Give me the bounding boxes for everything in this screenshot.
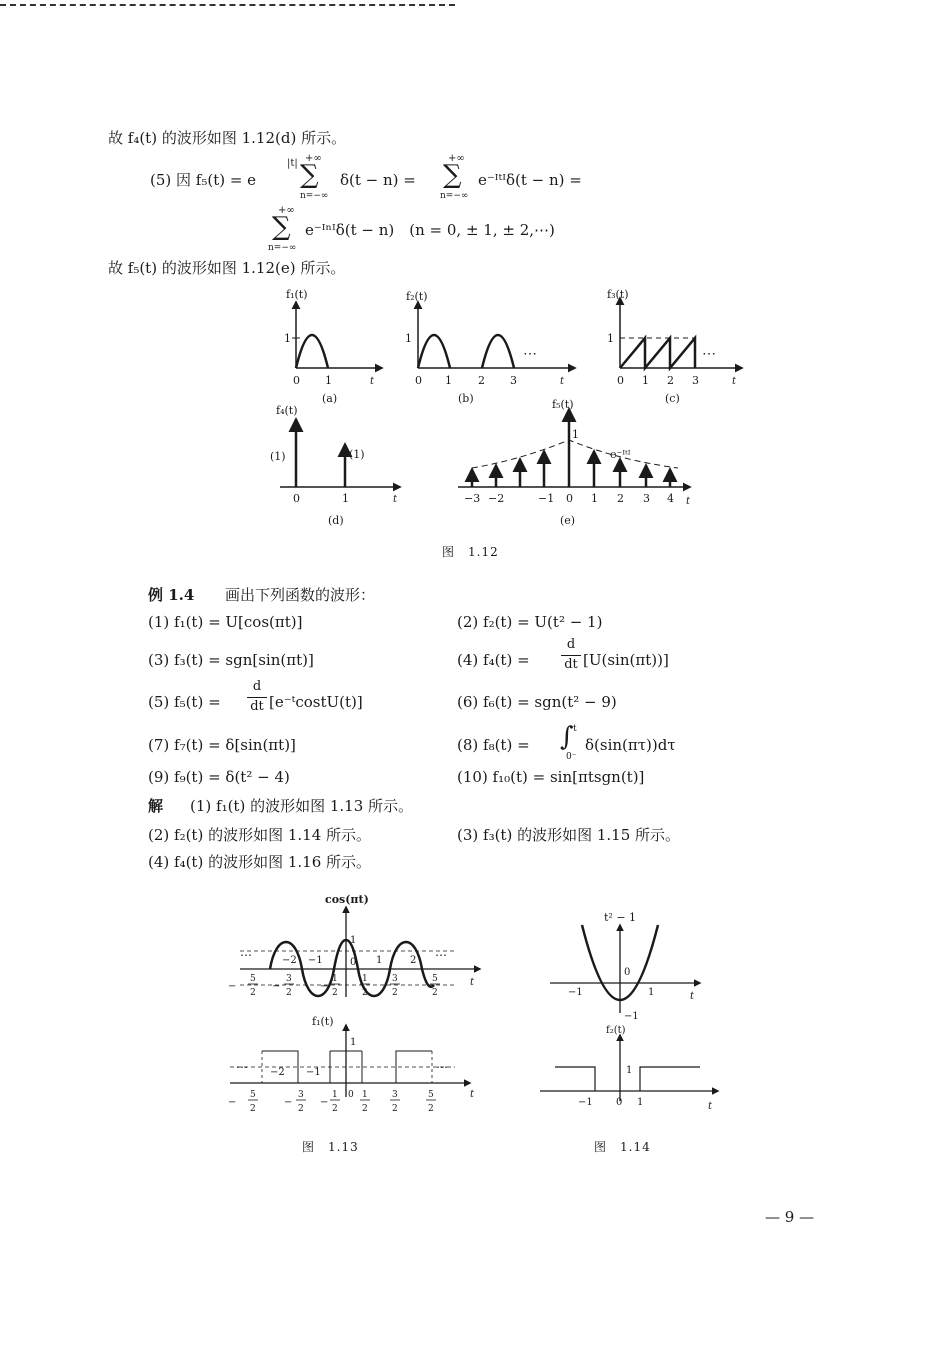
f2-one: 1 — [626, 1065, 633, 1076]
solution-4: (4) f₄(t) 的波形如图 1.16 所示。 — [148, 853, 372, 871]
f1-m1: − — [228, 1097, 237, 1108]
example-item-6: (6) f₆(t) = sgn(t² − 9) — [457, 693, 617, 711]
cos-m3: − — [320, 981, 329, 992]
f2-tick-m1: −1 — [578, 1097, 593, 1108]
parab-neg-one-y: −1 — [624, 1011, 639, 1022]
plot-u-parabola — [540, 1025, 718, 1112]
parab-zero: 0 — [624, 967, 631, 978]
example-item-3: (3) f₃(t) = sgn[sin(πt)] — [148, 651, 314, 669]
tick-c-0: 0 — [617, 374, 624, 387]
plot-b — [405, 290, 575, 405]
tick-a-x1: 1 — [325, 374, 332, 387]
f1-p3: 3 — [392, 1090, 398, 1100]
frac-5-den: dt — [250, 699, 264, 714]
sub-c: (c) — [665, 392, 680, 405]
sub-b: (b) — [458, 392, 474, 405]
example-item-1: (1) f₁(t) = U[cos(πt)] — [148, 613, 303, 631]
title-f2: f₂(t) — [606, 1025, 626, 1036]
label-f1: f₁(t) — [286, 288, 308, 301]
frac-4-bar — [561, 655, 581, 656]
text-line-3: e⁻ᴵⁿᴵδ(t − n) (n = 0, ± 1, ± 2,⋯) — [305, 221, 555, 239]
f1-pd5: 2 — [428, 1104, 434, 1114]
f2-tick-0: 0 — [616, 1097, 623, 1108]
cos-n5: 5 — [250, 974, 256, 984]
cos-x1: 1 — [376, 955, 383, 966]
tick-e-1: 1 — [572, 428, 579, 441]
cos-p1: 1 — [362, 974, 368, 984]
f1-m3: − — [320, 1097, 329, 1108]
solution-3: (3) f₃(t) 的波形如图 1.15 所示。 — [457, 826, 681, 844]
example-prompt: 画出下列函数的波形： — [225, 586, 376, 604]
cos-m1: − — [228, 981, 237, 992]
plot-c — [607, 288, 742, 405]
example-title: 例 1.4 — [148, 586, 195, 604]
plot-cos — [228, 893, 480, 998]
text-line-2a: (5) 因 f₅(t) = e — [150, 171, 257, 189]
frac-4-den: dt — [564, 657, 578, 672]
example-item-5-tail: [e⁻ᵗcostU(t)] — [269, 693, 363, 711]
sub-e: (e) — [560, 514, 576, 527]
cos-neg-one: −1 — [308, 955, 323, 966]
title-f1: f₁(t) — [312, 1015, 334, 1028]
text-line-2b: δ(t − n) = — [340, 171, 416, 189]
cos-one: 1 — [350, 935, 357, 946]
tick-b-0: 0 — [415, 374, 422, 387]
axis-e-t: t — [686, 496, 691, 507]
f1-n3: 3 — [298, 1090, 304, 1100]
f1-d3: 2 — [298, 1104, 304, 1114]
plot-a — [284, 288, 382, 405]
cos-zero: 0 — [350, 957, 357, 968]
label-f5: f₅(t) — [552, 398, 574, 411]
tick-a-1: 1 — [284, 332, 291, 345]
example-item-8-tail: δ(sin(πτ))dτ — [585, 736, 676, 754]
cos-pd5: 2 — [432, 988, 438, 998]
tick-a-0: 0 — [293, 374, 300, 387]
dots-cos-r: ⋯ — [435, 948, 447, 962]
f1-neg-one: −1 — [306, 1067, 321, 1078]
label-f2: f₂(t) — [406, 290, 428, 303]
sum-top-1: +∞ — [305, 153, 322, 164]
int-lower: 0⁻ — [566, 752, 577, 762]
axis-b-t: t — [560, 376, 565, 387]
solution-2: (2) f₂(t) 的波形如图 1.14 所示。 — [148, 826, 372, 844]
parab-one-x: 1 — [648, 987, 655, 998]
tick-b-1: 1 — [405, 332, 412, 345]
f1-n1: 1 — [332, 1090, 338, 1100]
plot-parabola — [550, 911, 700, 1022]
frac-5-num: d — [252, 679, 262, 694]
caption-1-13: 图 1.13 — [302, 1140, 359, 1154]
dots-cos-l: ⋯ — [240, 948, 252, 962]
f1-p1: 1 — [362, 1090, 368, 1100]
axis-a-t: t — [370, 376, 375, 387]
tick-c-x3: 3 — [692, 374, 699, 387]
page-number: — 9 — — [765, 1208, 815, 1226]
tick-d-0: 0 — [293, 492, 300, 505]
tick-e-x4: 4 — [667, 492, 674, 505]
example-item-5: (5) f₅(t) = — [148, 693, 221, 711]
tick-d-x1: 1 — [342, 492, 349, 505]
tick-e-x1: 1 — [591, 492, 598, 505]
example-item-7: (7) f₇(t) = δ[sin(πt)] — [148, 736, 296, 754]
f1-d5: 2 — [250, 1104, 256, 1114]
plot-u-cos — [228, 1015, 475, 1114]
f1-t: t — [470, 1089, 475, 1100]
sum-sign-1: ∑ — [300, 160, 319, 190]
plot-e — [458, 398, 691, 527]
sum-top-2: +∞ — [448, 153, 465, 164]
tick-c-1: 1 — [607, 332, 614, 345]
dots-b: ⋯ — [523, 346, 537, 362]
example-item-4-tail: [U(sin(πt))] — [583, 651, 669, 669]
label-f4: f₄(t) — [276, 404, 298, 417]
tick-e-m3: −3 — [464, 492, 481, 505]
caption-1-12: 图 1.12 — [442, 545, 499, 559]
tick-c-x1: 1 — [642, 374, 649, 387]
cos-p3: 3 — [392, 974, 398, 984]
f1-p5: 5 — [428, 1090, 434, 1100]
impulse-d-1: (1) — [349, 448, 365, 461]
example-item-8: (8) f₈(t) = — [457, 736, 530, 754]
label-f3: f₃(t) — [607, 288, 629, 301]
parab-neg-one-x: −1 — [568, 987, 583, 998]
frac-5-bar — [247, 697, 267, 698]
f1-m2: − — [284, 1097, 293, 1108]
sum-bot-3: n=−∞ — [268, 243, 297, 253]
solution-1: (1) f₁(t) 的波形如图 1.13 所示。 — [190, 797, 414, 815]
integral-sign: ∫ — [560, 722, 574, 752]
tick-e-m1: −1 — [538, 492, 555, 505]
exp-label: e⁻ᴵᵗᴵ — [610, 448, 631, 461]
cos-d5: 2 — [250, 988, 256, 998]
text-line-2c: e⁻ᴵᵗᴵδ(t − n) = — [478, 171, 582, 189]
sum-bot-2: n=−∞ — [440, 191, 469, 201]
axis-d-t: t — [393, 494, 398, 505]
dots-c: ⋯ — [702, 346, 716, 362]
sum-top-3: +∞ — [278, 205, 295, 216]
exp-frag: |t| — [287, 158, 298, 169]
tick-b-x1: 1 — [445, 374, 452, 387]
cos-pd1: 2 — [362, 988, 368, 998]
f2-tick-1: 1 — [637, 1097, 644, 1108]
impulse-d-0: (1) — [270, 450, 286, 463]
cos-n1: 1 — [332, 974, 338, 984]
example-item-4: (4) f₄(t) = — [457, 651, 530, 669]
cos-t: t — [470, 977, 475, 988]
tick-e-0: 0 — [566, 492, 573, 505]
int-upper: t — [573, 724, 577, 734]
f1-one: 1 — [350, 1037, 357, 1048]
parab-t: t — [690, 991, 695, 1002]
dots-f1-r: ⋯ — [436, 1060, 448, 1074]
plot-d — [270, 404, 400, 527]
tick-e-x2: 2 — [617, 492, 624, 505]
example-item-10: (10) f₁₀(t) = sin[πtsgn(t)] — [457, 768, 645, 786]
tick-e-x3: 3 — [643, 492, 650, 505]
top-dashed-rule — [0, 4, 455, 6]
cos-pd3: 2 — [392, 988, 398, 998]
cos-n3: 3 — [286, 974, 292, 984]
text-line-4: 故 f₅(t) 的波形如图 1.12(e) 所示。 — [108, 259, 346, 277]
tick-c-x2: 2 — [667, 374, 674, 387]
sum-sign-3: ∑ — [272, 212, 291, 242]
f1-d1: 2 — [332, 1104, 338, 1114]
dots-f1-l: ⋯ — [236, 1060, 248, 1074]
cos-d1: 2 — [332, 988, 338, 998]
sum-sign-2: ∑ — [443, 160, 462, 190]
example-item-9: (9) f₉(t) = δ(t² − 4) — [148, 768, 290, 786]
caption-1-14: 图 1.14 — [594, 1140, 651, 1154]
example-item-2: (2) f₂(t) = U(t² − 1) — [457, 613, 603, 631]
cos-m2: − — [272, 981, 281, 992]
tick-b-x2: 2 — [478, 374, 485, 387]
f1-zero: 0 — [348, 1090, 354, 1100]
cos-neg-two: −2 — [282, 955, 297, 966]
cos-x2: 2 — [410, 955, 417, 966]
figure-1-12 — [250, 280, 770, 560]
cos-d3: 2 — [286, 988, 292, 998]
frac-4-num: d — [566, 637, 576, 652]
f1-neg-two: −2 — [270, 1067, 285, 1078]
sum-bot-1: n=−∞ — [300, 191, 329, 201]
figure-1-14 — [540, 895, 725, 1125]
text-line-1: 故 f₄(t) 的波形如图 1.12(d) 所示。 — [108, 129, 347, 147]
cos-p5: 5 — [432, 974, 438, 984]
f1-pd1: 2 — [362, 1104, 368, 1114]
title-cos: cos(πt) — [325, 893, 369, 906]
solution-label: 解 — [148, 797, 164, 815]
figure-1-13 — [220, 885, 495, 1135]
f1-pd3: 2 — [392, 1104, 398, 1114]
f1-n5: 5 — [250, 1090, 256, 1100]
title-parabola: t² − 1 — [604, 911, 637, 924]
sub-d: (d) — [328, 514, 344, 527]
tick-e-m2: −2 — [488, 492, 505, 505]
f2-t: t — [708, 1101, 713, 1112]
axis-c-t: t — [732, 376, 737, 387]
tick-b-x3: 3 — [510, 374, 517, 387]
sub-a: (a) — [322, 392, 338, 405]
